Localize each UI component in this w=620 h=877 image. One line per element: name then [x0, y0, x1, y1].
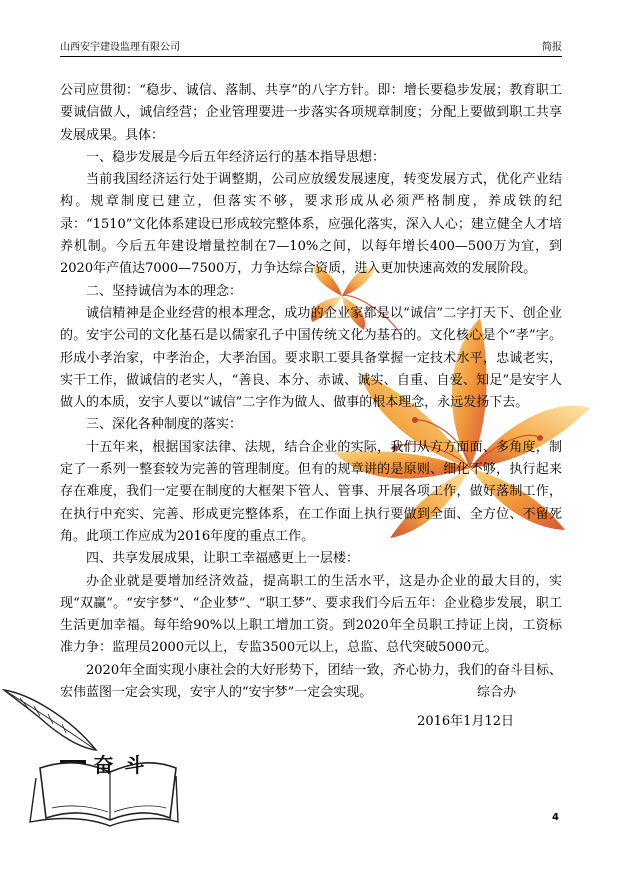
closing-row [60, 660, 562, 705]
document-date: 2016年1月12日 [417, 714, 514, 730]
emblem-text: 奋 斗 [93, 753, 147, 777]
document-body [60, 80, 562, 734]
section-heading-3: 三、深化各种制度的落实： [86, 417, 243, 433]
intro-paragraph: 公司应贯彻：“稳步、诚信、落制、共享”的八字方针。即：增长要稳步发展；教育职工要诚信做人，诚信经营；企业管理要进一步落实各项规章制度；分配上要做到职工共享发展成果。具体： [60, 83, 562, 143]
header-doc-type: 简报 [542, 42, 562, 53]
signature: 综合办 [476, 685, 516, 701]
closing-paragraph: 2020年全面实现小康社会的大好形势下，团结一致，齐心协力，我们的奋斗目标、宏伟蓝图一定会实现，安宇人的“安宇梦”一定会实现。 [60, 662, 562, 701]
section-paragraph-2: 诚信精神是企业经营的根本理念，成功的企业家都是以“诚信”二字打天下、创企业的。安宇公司的文化基石是以儒家孔子中国传统文化为基石的。文化核心是个“孝”字。形成小孝治家，中孝治企，大孝治国。要求职工要具备掌握一定技术水平，忠诚老实，实干工作，做诚信的老实人，“善良、本分、赤诚、诚实、自重、自爱、知足”是安宇人做人的本质，安宇人要以“诚信”二字作为做人、做事的根本理念，永远发扬下去。 [60, 305, 562, 411]
page-number: 4 [552, 812, 559, 823]
page-header [60, 40, 562, 57]
section-paragraph-3: 十五年来，根据国家法律、法规，结合企业的实际，我们从方方面面、多角度，制定了一系列一整套较为完善的管理制度。但有的规章讲的是原则、细化不够，执行起来存在难度，我们一定要在制度的大框架下管人、管事、开展各项工作，做好落制工作，在执行中充实、完善、形成更完整体系，在工作面上执行要做到全面、全方位、不留死角。此项工作应成为2016年度的重点工作。 [60, 439, 562, 544]
section-paragraph-1: 当前我国经济运行处于调整期，公司应放缓发展速度，转变发展方式，优化产业结构。规章制度已建立，但落实不够，要求形成从必须严格制度，养成铁的纪录：“1510”文化体系建设已形成较完整体系，应强化落实，深入人心；建立健全人才培养机制。今后五年建设增量控制在7—10%之间，以每年增长400—500万为宜，到2020年产值达7000—7500万，力争达综合资质，进入更加快速高效的发展阶段。 [60, 172, 562, 277]
section-heading-1: 一、稳步发展是今后五年经济运行的基本指导思想： [86, 149, 386, 165]
header-company: 山西安宇建设监理有限公司 [60, 42, 180, 53]
section-heading-4: 四、共享发展成果，让职工幸福感更上一层楼： [86, 551, 360, 567]
section-paragraph-4: 办企业就是要增加经济效益，提高职工的生活水平，这是办企业的最大目的，实现“双赢”。“安宇梦”、“企业梦”、“职工梦”、要求我们今后五年：企业稳步发展，职工生活更加幸福。每年给90%以上职工增加工资。到2020年全员职工持证上岗，工资标准力争：监理员2000元以上，专监3500元以上，总监、总代突破5000元。 [60, 573, 562, 656]
section-heading-2: 二、坚持诚信为本的理念： [86, 283, 243, 299]
